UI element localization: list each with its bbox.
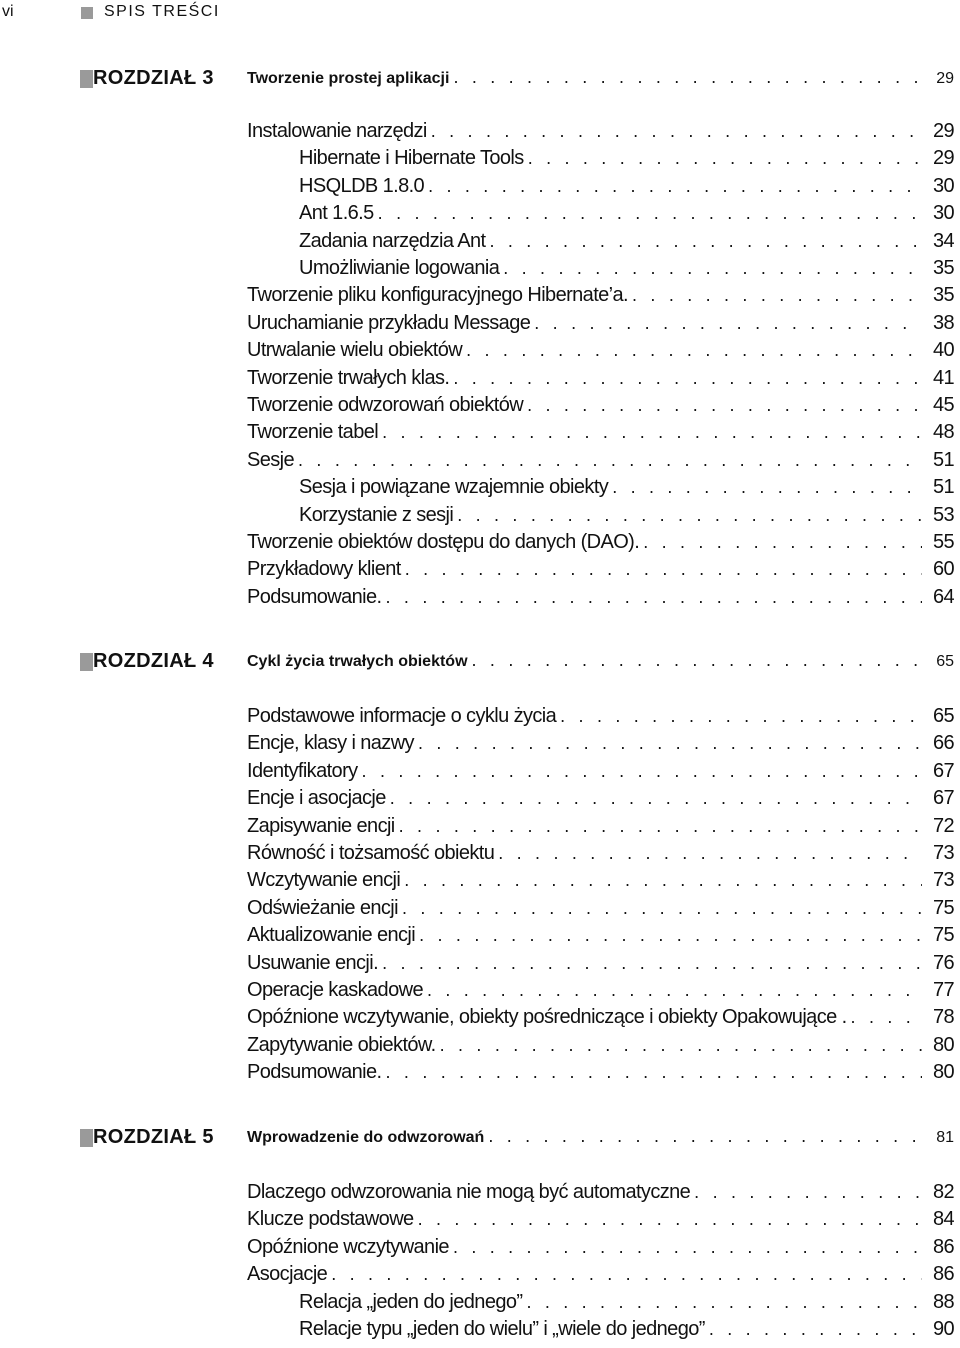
toc-entry[interactable] — [0, 1263, 960, 1289]
toc-entry[interactable] — [0, 175, 960, 201]
entry-page-number: 88 — [932, 1290, 954, 1313]
entry-title: Tworzenie pliku konfiguracyjnego Hibernate’a. — [247, 284, 629, 307]
toc-entry[interactable] — [0, 120, 960, 146]
toc-entry[interactable] — [0, 760, 960, 786]
dot-leader — [489, 231, 922, 252]
toc-entry[interactable] — [0, 705, 960, 731]
dot-leader — [694, 1182, 922, 1203]
toc-entry[interactable] — [0, 952, 960, 978]
toc-entry[interactable] — [0, 558, 960, 584]
entry-page-number: 29 — [932, 147, 954, 170]
entry-page-number: 73 — [932, 842, 954, 864]
entry-title: Zapisywanie encji — [247, 814, 395, 837]
toc-entry[interactable] — [0, 531, 960, 557]
toc-entry[interactable] — [0, 367, 960, 393]
entry-title: Relacje typu „jeden do wielu” i „wiele do jednego” — [299, 1318, 705, 1340]
dot-leader — [440, 1035, 922, 1056]
dot-leader — [382, 953, 922, 974]
entry-title: Tworzenie odwzorowań obiektów — [247, 394, 524, 416]
entry-title: Dlaczego odwzorowania nie mogą być automatyczne — [247, 1181, 691, 1203]
entry-page-number: 76 — [932, 951, 954, 974]
dot-leader — [402, 898, 922, 919]
entry-page-number: 48 — [932, 421, 954, 444]
chapter-marker-square — [80, 1129, 93, 1147]
toc-entry[interactable] — [0, 202, 960, 228]
toc-entry[interactable] — [0, 312, 960, 338]
dot-leader — [419, 925, 922, 946]
entry-page-number: 60 — [932, 558, 954, 581]
toc-entry[interactable] — [0, 1034, 960, 1060]
entry-page-number: 84 — [932, 1208, 954, 1231]
dot-leader — [382, 422, 922, 443]
dot-leader — [399, 816, 922, 837]
chapter-title[interactable]: Tworzenie prostej aplikacji — [247, 70, 450, 87]
dot-leader — [560, 706, 922, 727]
entry-page-number: 78 — [932, 1006, 954, 1029]
dot-leader — [404, 870, 922, 891]
entry-page-number: 41 — [932, 366, 954, 389]
chapter-page-number: 29 — [936, 70, 954, 87]
toc-entry[interactable] — [0, 586, 960, 612]
chapter-label: ROZDZIAŁ 4 — [93, 650, 214, 672]
chapter-heading — [0, 67, 960, 95]
dot-leader — [431, 121, 922, 142]
chapter-heading — [0, 1126, 960, 1154]
dot-leader — [405, 559, 922, 580]
page-header — [0, 0, 960, 28]
entry-page-number: 66 — [932, 732, 954, 755]
chapter-label: ROZDZIAŁ 5 — [93, 1126, 214, 1148]
entry-title: Sesja i powiązane wzajemnie obiekty — [299, 476, 609, 499]
entry-page-number: 86 — [932, 1235, 954, 1258]
entry-title: Hibernate i Hibernate Tools — [299, 147, 524, 170]
dot-leader — [418, 1209, 922, 1230]
page-number: vi — [2, 3, 14, 20]
toc-entry[interactable] — [0, 147, 960, 173]
entry-page-number: 40 — [932, 339, 954, 362]
entry-title: Podstawowe informacje o cyklu życia — [247, 705, 557, 727]
toc-entry[interactable] — [0, 842, 960, 868]
entry-title: Opóźnione wczytywanie — [247, 1235, 449, 1258]
entry-title: Asocjacje — [247, 1263, 328, 1286]
chapter-marker-square — [80, 653, 93, 671]
toc-entry[interactable] — [0, 815, 960, 841]
entry-page-number: 80 — [932, 1033, 954, 1056]
chapter-marker-square — [80, 70, 93, 88]
entry-title: Podsumowanie. — [247, 585, 382, 608]
entry-page-number: 30 — [932, 202, 954, 225]
toc-entry[interactable] — [0, 1291, 960, 1317]
toc-entry[interactable] — [0, 230, 960, 256]
entry-title: Relacja „jeden do jednego” — [299, 1290, 523, 1313]
toc-entry[interactable] — [0, 979, 960, 1005]
toc-entry[interactable] — [0, 421, 960, 447]
dot-leader — [378, 203, 922, 224]
entry-title: Zadania narzędzia Ant — [299, 229, 486, 252]
dot-leader — [362, 761, 922, 782]
entry-page-number: 30 — [932, 174, 954, 197]
entry-title: Przykładowy klient — [247, 558, 401, 581]
toc-entry[interactable] — [0, 1318, 960, 1344]
dot-leader — [298, 450, 922, 471]
entry-title: Identyfikatory — [247, 759, 358, 782]
dot-leader — [418, 733, 922, 754]
dot-leader — [386, 1062, 922, 1083]
dot-leader — [488, 1126, 922, 1147]
entry-title: Umożliwianie logowania — [299, 257, 500, 279]
toc-entry[interactable] — [0, 787, 960, 813]
toc-entry[interactable] — [0, 924, 960, 950]
entry-title: Tworzenie obiektów dostępu do danych (DAO). — [247, 531, 640, 553]
entry-title: Encje, klasy i nazwy — [247, 732, 414, 755]
dot-leader — [466, 340, 922, 361]
dot-leader — [709, 1319, 922, 1340]
entry-page-number: 64 — [932, 585, 954, 608]
entry-page-number: 55 — [932, 531, 954, 553]
chapter-page-number: 81 — [936, 1129, 954, 1146]
dot-leader — [643, 532, 922, 553]
entry-page-number: 65 — [932, 705, 954, 727]
entry-title: Uruchamianie przykładu Message — [247, 311, 531, 334]
entry-page-number: 67 — [932, 759, 954, 782]
entry-title: Aktualizowanie encji — [247, 924, 416, 947]
entry-title: Korzystanie z sesji — [299, 503, 454, 526]
toc-entry[interactable] — [0, 1006, 960, 1032]
entry-page-number: 29 — [932, 120, 954, 142]
entry-title: Odświeżanie encji — [247, 896, 398, 919]
entry-page-number: 38 — [932, 311, 954, 334]
entry-title: Podsumowanie. — [247, 1061, 382, 1084]
entry-title: Wczytywanie encji — [247, 869, 401, 892]
entry-page-number: 82 — [932, 1181, 954, 1203]
entry-title: Tworzenie tabel — [247, 421, 379, 444]
toc-entry[interactable] — [0, 1181, 960, 1207]
dot-leader — [527, 395, 922, 416]
dot-leader — [386, 587, 922, 608]
entry-page-number: 53 — [932, 503, 954, 526]
chapter-page-number: 65 — [936, 653, 954, 670]
entry-page-number: 73 — [932, 869, 954, 892]
entry-title: Usuwanie encji. — [247, 951, 379, 974]
toc-entry[interactable] — [0, 394, 960, 420]
chapter-title[interactable]: Wprowadzenie do odwzorowań — [247, 1129, 485, 1146]
dot-leader — [428, 176, 922, 197]
entry-title: Zapytywanie obiektów. — [247, 1033, 436, 1056]
entry-page-number: 75 — [932, 896, 954, 919]
header-marker-square — [81, 7, 93, 19]
dot-leader — [457, 505, 922, 526]
dot-leader — [528, 148, 922, 169]
entry-title: Sesje — [247, 448, 295, 471]
entry-title: Utrwalanie wielu obiektów — [247, 339, 463, 362]
toc-entry[interactable] — [0, 257, 960, 283]
entry-title: Tworzenie trwałych klas. — [247, 366, 450, 389]
dot-leader — [427, 980, 922, 1001]
entry-page-number: 67 — [932, 787, 954, 810]
entry-page-number: 77 — [932, 979, 954, 1001]
entry-page-number: 45 — [932, 394, 954, 416]
entry-page-number: 86 — [932, 1263, 954, 1286]
entry-page-number: 51 — [932, 476, 954, 499]
toc-entry[interactable] — [0, 869, 960, 895]
toc-entry[interactable] — [0, 339, 960, 365]
entry-page-number: 80 — [932, 1061, 954, 1084]
entry-page-number: 75 — [932, 924, 954, 947]
dot-leader — [534, 313, 922, 334]
entry-page-number: 35 — [932, 257, 954, 279]
dot-leader — [472, 650, 922, 671]
toc-entry[interactable] — [0, 476, 960, 502]
dot-leader — [526, 1292, 922, 1313]
entry-title: HSQLDB 1.8.0 — [299, 174, 425, 197]
toc-entry[interactable] — [0, 449, 960, 475]
chapter-label: ROZDZIAŁ 3 — [93, 67, 214, 89]
dot-leader — [632, 285, 922, 306]
chapter-title[interactable]: Cykl życia trwałych obiektów — [247, 653, 468, 670]
entry-title: Opóźnione wczytywanie, obiekty pośredniczące i obiekty Opakowujące . — [247, 1006, 847, 1029]
entry-title: Instalowanie narzędzi — [247, 120, 427, 142]
entry-page-number: 90 — [932, 1318, 954, 1340]
toc-entry[interactable] — [0, 1208, 960, 1234]
chapter-heading — [0, 650, 960, 678]
dot-leader — [331, 1264, 922, 1285]
dot-leader — [498, 843, 922, 864]
entry-title: Równość i tożsamość obiektu — [247, 842, 495, 864]
entry-page-number: 35 — [932, 284, 954, 307]
toc-entry[interactable] — [0, 504, 960, 530]
entry-page-number: 72 — [932, 814, 954, 837]
dot-leader — [612, 477, 922, 498]
entry-page-number: 51 — [932, 448, 954, 471]
dot-leader — [453, 368, 922, 389]
dot-leader — [453, 1237, 922, 1258]
entry-title: Klucze podstawowe — [247, 1208, 414, 1231]
entry-title: Ant 1.6.5 — [299, 202, 374, 225]
running-title: SPIS TREŚCI — [104, 3, 220, 20]
toc-entry[interactable] — [0, 897, 960, 923]
entry-title: Operacje kaskadowe — [247, 979, 423, 1001]
dot-leader — [503, 258, 922, 279]
dot-leader — [851, 1007, 922, 1028]
toc-entry[interactable] — [0, 1061, 960, 1087]
toc-entry[interactable] — [0, 1236, 960, 1262]
dot-leader — [390, 788, 922, 809]
toc-entry[interactable] — [0, 284, 960, 310]
entry-title: Encje i asocjacje — [247, 787, 386, 810]
toc-entry[interactable] — [0, 732, 960, 758]
dot-leader — [453, 67, 922, 88]
entry-page-number: 34 — [932, 229, 954, 252]
